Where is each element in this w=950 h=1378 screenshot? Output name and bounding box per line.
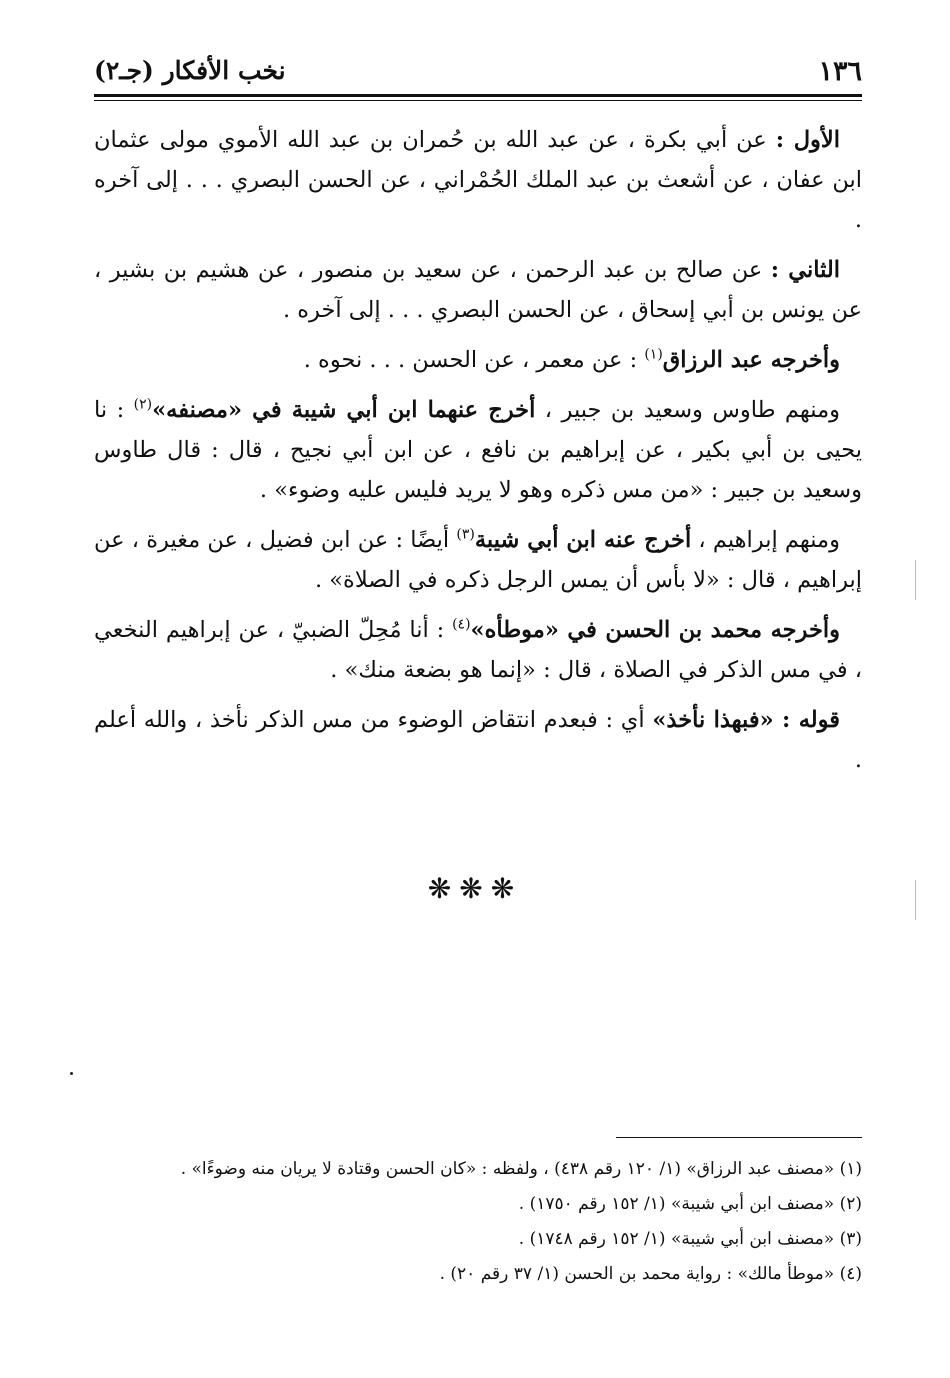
footnote-ref[interactable]: (٤) <box>452 616 471 633</box>
paragraph-second-chain <box>94 250 862 330</box>
footnotes <box>94 1152 862 1292</box>
paragraph-abd-al-razzaq <box>94 340 862 380</box>
footnote-4: (٤) «موطأ مالك» : رواية محمد بن الحسن (١/ ٣٧ رقم ٢٠) . <box>439 1264 862 1284</box>
page-number: ١٣٦ <box>818 56 862 87</box>
paragraph-conclusion <box>94 700 862 780</box>
footnote-3: (٣) «مصنف ابن أبي شيبة» (١/ ١٥٢ رقم ١٧٤٨) . <box>518 1229 862 1249</box>
footnote-ref[interactable]: (٣) <box>456 526 475 543</box>
paragraph-text: : نا يحيى بن أبي بكير ، عن إبراهيم بن نافع ، عن ابن أبي نجيح ، قال : قال طاوس وسعيد بن جبير : «من مس ذكره وهو لا يريد فليس عليه وضوء» . <box>94 397 862 503</box>
paragraph-lead: وأخرجه محمد بن الحسن في «موطأه» <box>470 617 840 643</box>
main-text <box>94 120 862 790</box>
margin-mark <box>915 880 916 920</box>
header-rule <box>94 94 862 97</box>
paragraph-text: أيضًا : عن ابن فضيل ، عن مغيرة ، عن إبراهيم ، قال : «لا بأس أن يمس الرجل ذكره في الصلاة» . <box>94 527 862 593</box>
stray-dot <box>70 1072 73 1075</box>
section-separator: ❋❋❋ <box>427 872 523 905</box>
paragraph-muwatta <box>94 610 862 690</box>
paragraph-lead: قوله : «فبهذا نأخذ» <box>652 707 840 733</box>
paragraph-text: : أنا مُحِلّ الضبيّ ، عن إبراهيم النخعي ، في مس الذكر في الصلاة ، قال : «إنما هو بضعة منك» . <box>94 617 862 683</box>
paragraph-pre: ومنهم طاوس وسعيد بن جبير ، <box>535 397 840 423</box>
paragraph-first-chain <box>94 120 862 240</box>
paragraph-lead: أخرج عنه ابن أبي شيبة <box>474 527 692 553</box>
footnote-rule <box>616 1137 862 1138</box>
paragraph-lead: الثاني : <box>770 257 840 283</box>
paragraph-text: عن أبي بكرة ، عن عبد الله بن حُمران بن عبد الله الأموي مولى عثمان ابن عفان ، عن أشعث بن عبد الملك الحُمْراني ، عن الحسن البصري . . . إلى آخره . <box>94 127 862 233</box>
paragraph-lead: وأخرجه عبد الرزاق <box>662 347 840 373</box>
footnote-ref[interactable]: (١) <box>644 346 663 363</box>
running-title: نخب الأفكار (جـ٢) <box>94 56 286 85</box>
header-rule-thin <box>94 100 862 101</box>
footnote-1: (١) «مصنف عبد الرزاق» (١/ ١٢٠ رقم ٤٣٨) ، ولفظه : «كان الحسن وقتادة لا يريان منه وضوءًا» . <box>180 1159 862 1179</box>
paragraph-text: عن صالح بن عبد الرحمن ، عن سعيد بن منصور ، عن هشيم بن بشير ، عن يونس بن أبي إسحاق ، عن الحسن البصري . . . إلى آخره . <box>94 257 862 323</box>
margin-mark <box>915 560 916 600</box>
paragraph-lead: الأول : <box>775 127 840 153</box>
paragraph-text: : عن معمر ، عن الحسن . . . نحوه . <box>303 347 645 373</box>
page-header <box>94 52 862 96</box>
paragraph-pre: ومنهم إبراهيم ، <box>691 527 840 553</box>
paragraph-text: أي : فبعدم انتقاض الوضوء من مس الذكر نأخذ ، والله أعلم . <box>94 707 862 773</box>
paragraph-tawus <box>94 390 862 510</box>
footnote-2: (٢) «مصنف ابن أبي شيبة» (١/ ١٥٢ رقم ١٧٥٠) . <box>518 1194 862 1214</box>
paragraph-lead: أخرج عنهما ابن أبي شيبة في «مصنفه» <box>152 397 536 423</box>
footnote-ref[interactable]: (٢) <box>133 396 153 413</box>
paragraph-ibrahim <box>94 520 862 600</box>
